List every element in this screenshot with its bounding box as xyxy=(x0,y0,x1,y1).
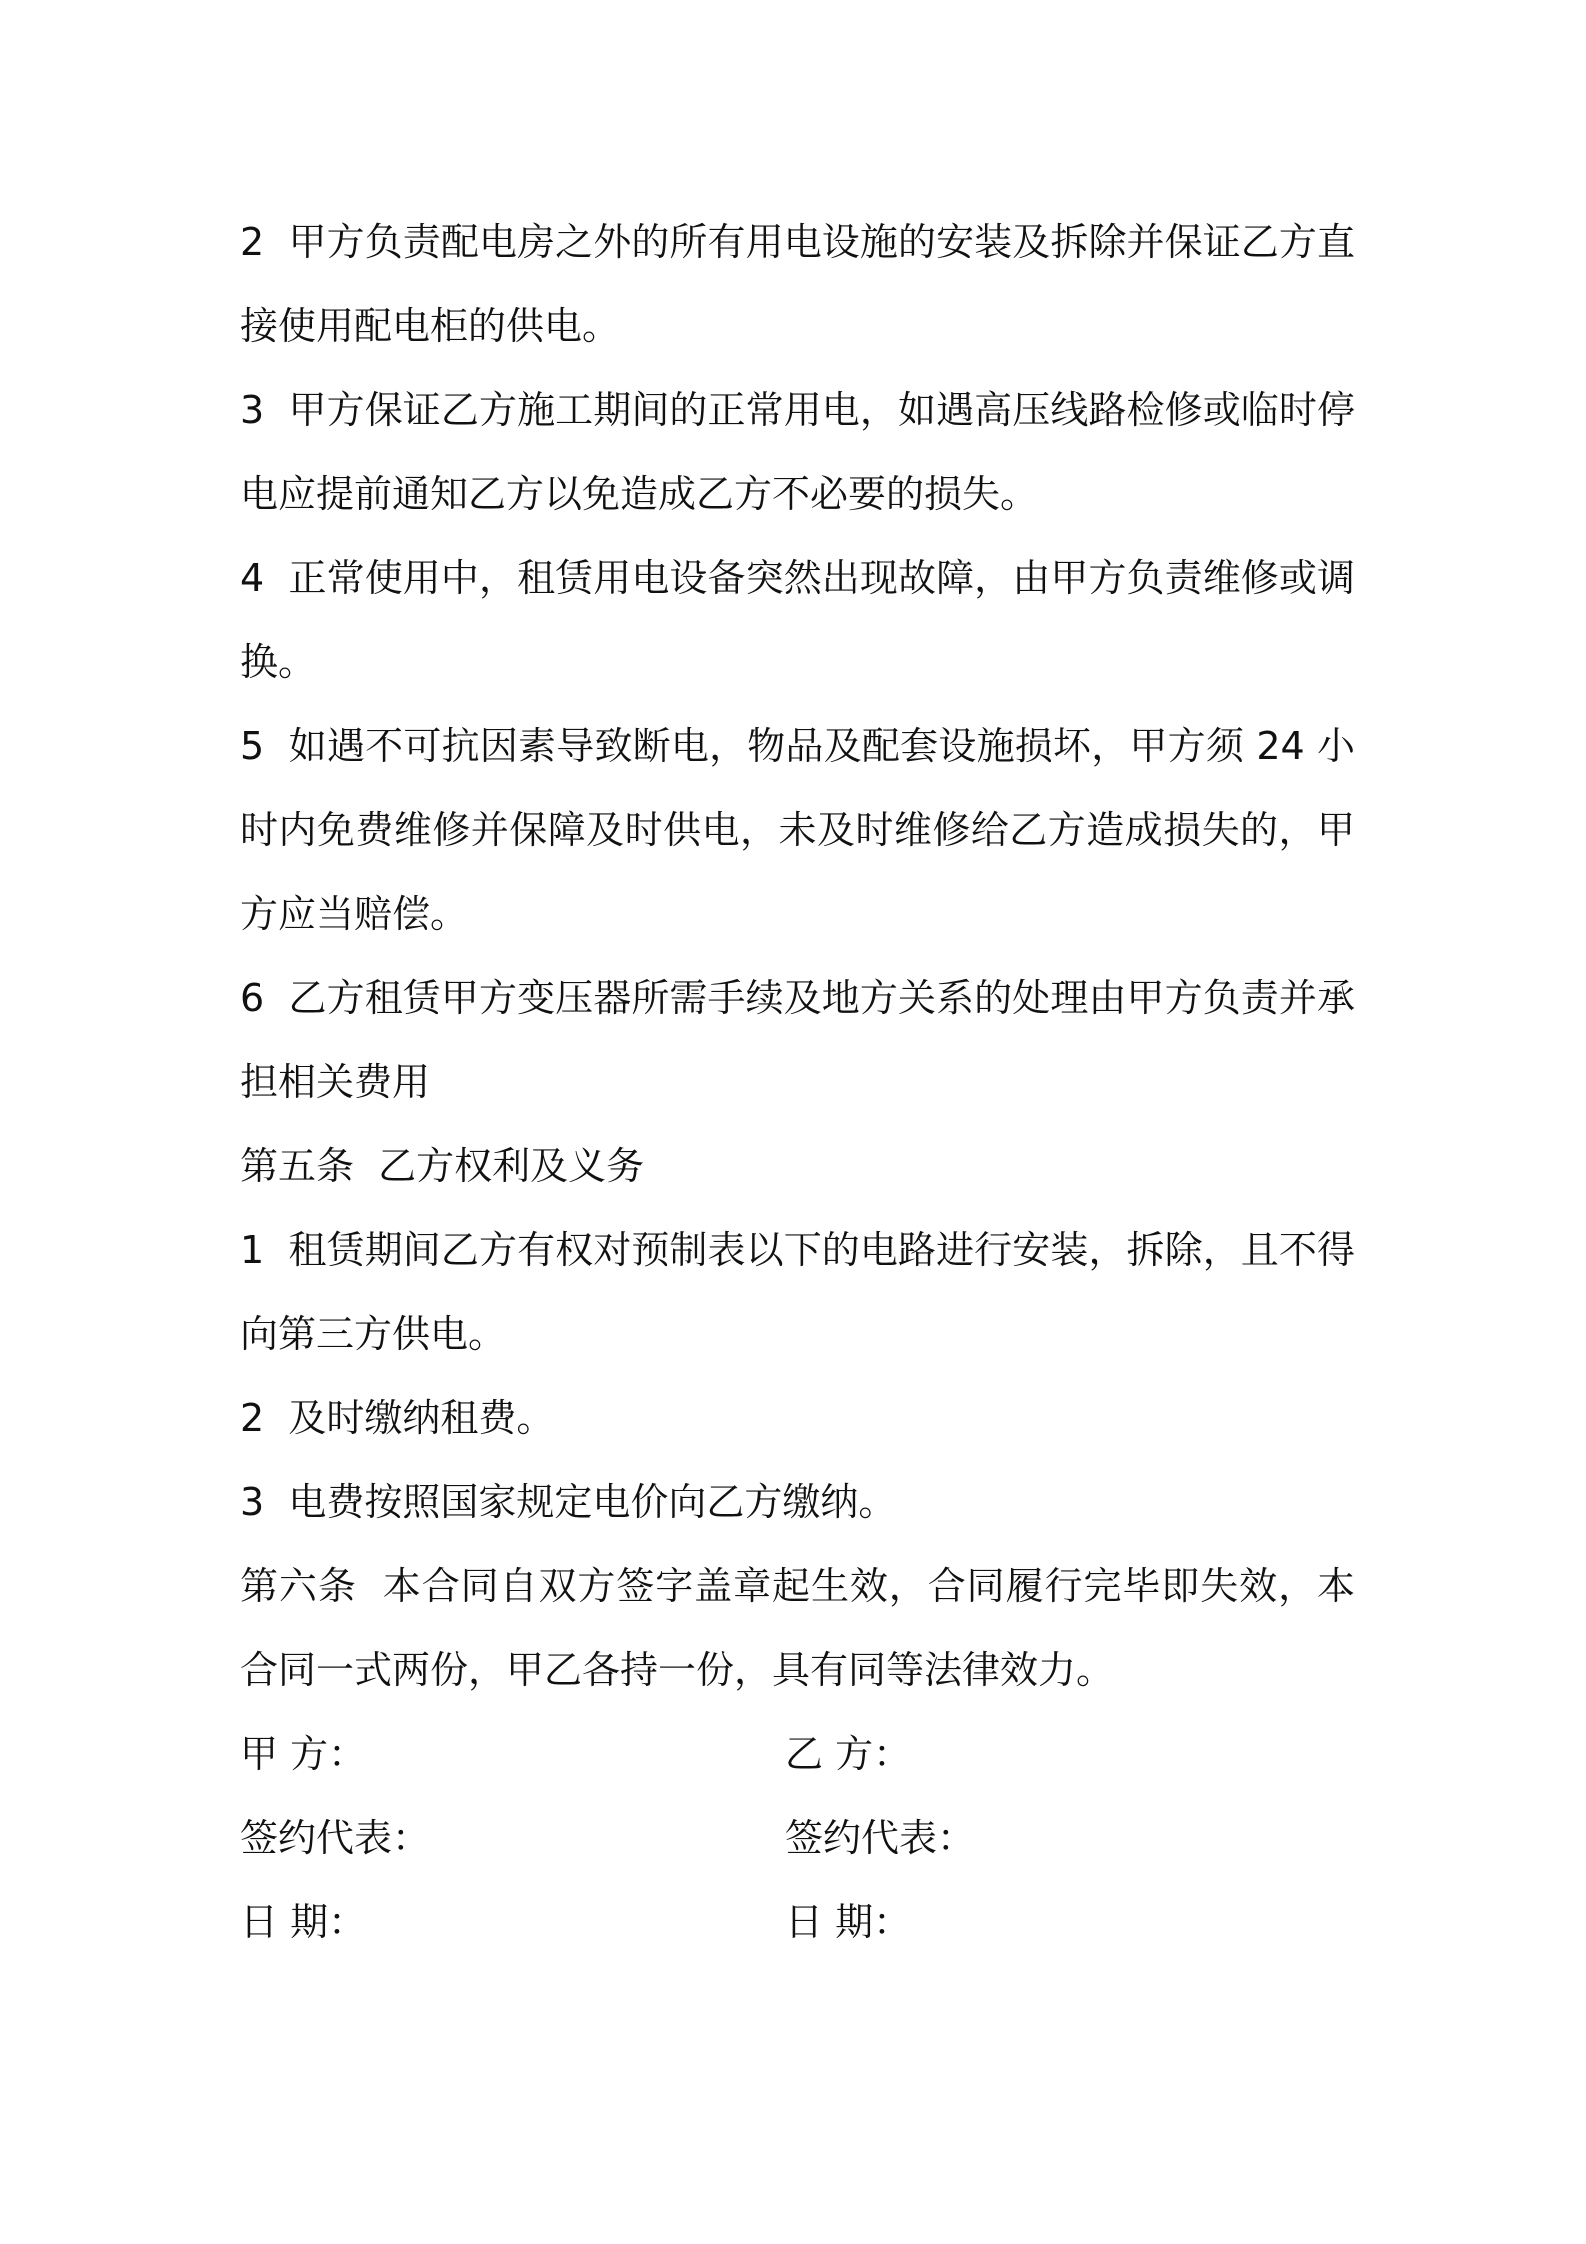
signature-row-party xyxy=(240,1712,1355,1796)
party-b-label: 乙 方： xyxy=(785,1732,912,1776)
rep-a-label: 签约代表： xyxy=(240,1816,431,1860)
article-6: 第六条 本合同自双方签字盖章起生效，合同履行完毕即失效，本合同一式两份，甲乙各持一份，具有同等法律效力。 xyxy=(240,1564,1355,1692)
rep-b-label: 签约代表： xyxy=(785,1816,976,1860)
contract-page xyxy=(240,200,1355,1964)
date-a-label: 日 期： xyxy=(240,1900,367,1944)
clause-4-2: 2 甲方负责配电房之外的所有用电设施的安装及拆除并保证乙方直接使用配电柜的供电。 xyxy=(240,220,1355,348)
signature-row-representative xyxy=(240,1796,1355,1880)
date-b-label: 日 期： xyxy=(785,1900,912,1944)
clause-4-4: 4 正常使用中，租赁用电设备突然出现故障，由甲方负责维修或调换。 xyxy=(240,556,1355,684)
clause-4-5: 5 如遇不可抗因素导致断电，物品及配套设施损坏，甲方须 24 小时内免费维修并保障及时供电，未及时维修给乙方造成损失的，甲方应当赔偿。 xyxy=(240,724,1355,936)
clause-5-2: 2 及时缴纳租费。 xyxy=(240,1396,555,1440)
clause-5-1: 1 租赁期间乙方有权对预制表以下的电路进行安装，拆除，且不得向第三方供电。 xyxy=(240,1228,1355,1356)
signature-row-date xyxy=(240,1880,1355,1964)
clause-4-6: 6 乙方租赁甲方变压器所需手续及地方关系的处理由甲方负责并承担相关费用 xyxy=(240,976,1355,1104)
clause-5-3: 3 电费按照国家规定电价向乙方缴纳。 xyxy=(240,1480,897,1524)
clause-4-3: 3 甲方保证乙方施工期间的正常用电，如遇高压线路检修或临时停电应提前通知乙方以免造成乙方不必要的损失。 xyxy=(240,388,1355,516)
article-5-heading: 第五条 乙方权利及义务 xyxy=(240,1144,645,1188)
party-a-label: 甲 方： xyxy=(240,1732,367,1776)
